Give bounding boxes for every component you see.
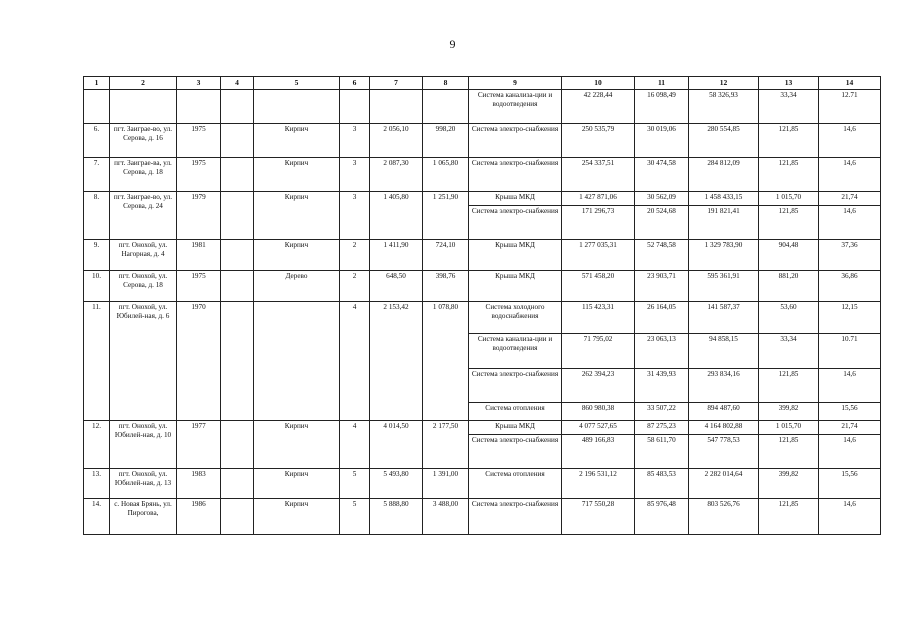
wall-material-cell [254,302,340,421]
col4-cell [221,240,254,271]
column-header-cell: 14 [819,77,881,90]
cost-cell: 2 196 531,12 [562,469,635,499]
col14-cell: 14,6 [819,206,881,240]
address-cell: пгт. Онохой, ул. Нагорная, д. 4 [110,240,177,271]
cost-cell: 262 394,23 [562,369,635,403]
floors-cell: 5 [340,469,370,499]
col14-cell: 14,6 [819,435,881,469]
total-cost-cell: 547 778,53 [689,435,759,469]
work-type-cell: Система холодного водоснабжения [469,302,562,334]
unit-cost-cell: 1 015,70 [759,192,819,206]
table-row [84,240,881,271]
living-area-cell: 2 177,50 [423,421,469,469]
total-cost-cell: 1 329 783,90 [689,240,759,271]
col11-cell: 58 611,70 [635,435,689,469]
col14-cell: 36,86 [819,271,881,302]
cost-cell: 4 077 527,65 [562,421,635,435]
row-number-cell: 6. [84,124,110,158]
column-header-cell: 6 [340,77,370,90]
wall-material-cell: Кирпич [254,192,340,240]
row-number-cell: 10. [84,271,110,302]
unit-cost-cell: 53,60 [759,302,819,334]
work-type-cell: Крыша МКД [469,192,562,206]
col14-cell: 14,6 [819,124,881,158]
unit-cost-cell: 121,85 [759,499,819,535]
cost-cell: 71 795,02 [562,334,635,369]
wall-material-cell [254,90,340,124]
wall-material-cell: Кирпич [254,158,340,192]
col11-cell: 20 524,68 [635,206,689,240]
total-cost-cell: 280 554,85 [689,124,759,158]
unit-cost-cell: 399,82 [759,469,819,499]
total-cost-cell: 94 858,15 [689,334,759,369]
wall-material-cell: Кирпич [254,499,340,535]
total-cost-cell: 141 587,37 [689,302,759,334]
page-number: 9 [449,37,456,51]
col11-cell: 85 976,48 [635,499,689,535]
total-area-cell: 1 405,80 [370,192,423,240]
column-header-cell: 2 [110,77,177,90]
col11-cell: 30 474,58 [635,158,689,192]
work-type-cell: Система отопления [469,403,562,421]
wall-material-cell: Дерево [254,271,340,302]
living-area-cell [423,90,469,124]
total-cost-cell: 2 282 014,64 [689,469,759,499]
work-type-cell: Система электро-снабжения [469,124,562,158]
year-cell: 1979 [177,192,221,240]
floors-cell: 5 [340,499,370,535]
total-area-cell [370,90,423,124]
col4-cell [221,271,254,302]
cost-cell: 571 458,20 [562,271,635,302]
col11-cell: 30 562,09 [635,192,689,206]
cost-cell: 860 980,38 [562,403,635,421]
column-header-cell: 11 [635,77,689,90]
floors-cell: 2 [340,240,370,271]
living-area-cell: 398,76 [423,271,469,302]
col11-cell: 31 439,93 [635,369,689,403]
floors-cell [340,90,370,124]
column-header-cell: 12 [689,77,759,90]
year-cell: 1975 [177,124,221,158]
wall-material-cell: Кирпич [254,469,340,499]
work-type-cell: Система канализа-ции и водоотведения [469,90,562,124]
living-area-cell: 998,20 [423,124,469,158]
row-number-cell: 8. [84,192,110,240]
row-number-cell: 7. [84,158,110,192]
work-type-cell: Крыша МКД [469,240,562,271]
col11-cell: 87 275,23 [635,421,689,435]
col14-cell: 15,56 [819,403,881,421]
col4-cell [221,421,254,469]
col11-cell: 23 903,71 [635,271,689,302]
work-type-cell: Система электро-снабжения [469,499,562,535]
table-row [84,192,881,206]
unit-cost-cell: 33,34 [759,334,819,369]
column-header-cell: 9 [469,77,562,90]
cost-cell: 171 296,73 [562,206,635,240]
work-type-cell: Система отопления [469,469,562,499]
table-row [84,158,881,192]
row-number-cell: 13. [84,469,110,499]
living-area-cell: 1 065,80 [423,158,469,192]
col11-cell: 85 483,53 [635,469,689,499]
total-cost-cell: 1 458 433,15 [689,192,759,206]
cost-cell: 115 423,31 [562,302,635,334]
row-number-cell: 12. [84,421,110,469]
total-area-cell: 2 056,10 [370,124,423,158]
column-header-cell: 13 [759,77,819,90]
column-header-cell: 5 [254,77,340,90]
row-number-cell [84,90,110,124]
col4-cell [221,90,254,124]
unit-cost-cell: 904,48 [759,240,819,271]
column-header-cell: 4 [221,77,254,90]
col14-cell: 14,6 [819,158,881,192]
col11-cell: 23 063,13 [635,334,689,369]
living-area-cell: 1 078,80 [423,302,469,421]
column-header-cell: 10 [562,77,635,90]
col4-cell [221,499,254,535]
year-cell: 1970 [177,302,221,421]
total-cost-cell: 4 164 802,88 [689,421,759,435]
year-cell: 1983 [177,469,221,499]
total-area-cell: 2 153,42 [370,302,423,421]
address-cell: пгт. Онохой, ул. Юбилей-ная, д. 10 [110,421,177,469]
floors-cell: 4 [340,421,370,469]
cost-cell: 489 166,83 [562,435,635,469]
floors-cell: 3 [340,192,370,240]
unit-cost-cell: 33,34 [759,90,819,124]
work-type-cell: Система канализа-ции и водоотведения [469,334,562,369]
address-cell: пгт. Заиграе-во, ул. Серова, д. 24 [110,192,177,240]
row-number-cell: 14. [84,499,110,535]
column-header-cell: 7 [370,77,423,90]
address-cell [110,90,177,124]
row-number-cell: 11. [84,302,110,421]
col4-cell [221,124,254,158]
total-area-cell: 4 014,50 [370,421,423,469]
total-cost-cell: 894 487,60 [689,403,759,421]
total-cost-cell: 191 821,41 [689,206,759,240]
total-area-cell: 1 411,90 [370,240,423,271]
cost-cell: 254 337,51 [562,158,635,192]
cost-cell: 1 427 871,06 [562,192,635,206]
col4-cell [221,469,254,499]
unit-cost-cell: 881,20 [759,271,819,302]
total-cost-cell: 284 812,09 [689,158,759,192]
col14-cell: 14,6 [819,369,881,403]
wall-material-cell: Кирпич [254,421,340,469]
total-cost-cell: 58 326,93 [689,90,759,124]
address-cell: с. Новая Брянь, ул. Пирогова, [110,499,177,535]
living-area-cell: 1 391,00 [423,469,469,499]
column-header-cell: 8 [423,77,469,90]
col4-cell [221,192,254,240]
work-type-cell: Система электро-снабжения [469,435,562,469]
address-cell: пгт. Онохой, ул. Серова, д. 18 [110,271,177,302]
year-cell: 1981 [177,240,221,271]
col11-cell: 33 507,22 [635,403,689,421]
total-area-cell: 648,50 [370,271,423,302]
year-cell: 1977 [177,421,221,469]
cost-cell: 42 228,44 [562,90,635,124]
col14-cell: 21,74 [819,192,881,206]
col14-cell: 12.71 [819,90,881,124]
row-number-cell: 9. [84,240,110,271]
col11-cell: 26 164,05 [635,302,689,334]
floors-cell: 3 [340,158,370,192]
unit-cost-cell: 1 015,70 [759,421,819,435]
column-header-cell: 3 [177,77,221,90]
col14-cell: 12,15 [819,302,881,334]
work-type-cell: Система электро-снабжения [469,369,562,403]
floors-cell: 2 [340,271,370,302]
col14-cell: 21,74 [819,421,881,435]
col4-cell [221,302,254,421]
living-area-cell: 1 251,90 [423,192,469,240]
col11-cell: 30 019,06 [635,124,689,158]
year-cell: 1975 [177,158,221,192]
table-row [84,499,881,535]
table-row [84,90,881,124]
cost-cell: 250 535,79 [562,124,635,158]
col11-cell: 52 748,58 [635,240,689,271]
unit-cost-cell: 121,85 [759,124,819,158]
col14-cell: 10.71 [819,334,881,369]
total-area-cell: 5 888,80 [370,499,423,535]
table-row [84,421,881,435]
unit-cost-cell: 121,85 [759,206,819,240]
unit-cost-cell: 121,85 [759,158,819,192]
address-cell: пгт. Онохой, ул. Юбилей-ная, д. 13 [110,469,177,499]
wall-material-cell: Кирпич [254,124,340,158]
total-area-cell: 2 087,30 [370,158,423,192]
address-cell: пгт. Заиграе-ва, ул. Серова, д. 18 [110,158,177,192]
table-row [84,302,881,334]
col11-cell: 16 098,49 [635,90,689,124]
unit-cost-cell: 399,82 [759,403,819,421]
col14-cell: 37,36 [819,240,881,271]
living-area-cell: 724,10 [423,240,469,271]
cost-cell: 1 277 035,31 [562,240,635,271]
table-row [84,469,881,499]
wall-material-cell: Кирпич [254,240,340,271]
table-row [84,271,881,302]
work-type-cell: Система электро-снабжения [469,206,562,240]
floors-cell: 3 [340,124,370,158]
year-cell: 1986 [177,499,221,535]
year-cell: 1975 [177,271,221,302]
work-type-cell: Крыша МКД [469,271,562,302]
repair-schedule-table [83,76,881,535]
cost-cell: 717 550,28 [562,499,635,535]
year-cell [177,90,221,124]
col14-cell: 15,56 [819,469,881,499]
unit-cost-cell: 121,85 [759,435,819,469]
table-row [84,124,881,158]
total-area-cell: 5 493,80 [370,469,423,499]
living-area-cell: 3 488,00 [423,499,469,535]
total-cost-cell: 803 526,76 [689,499,759,535]
total-cost-cell: 293 834,16 [689,369,759,403]
work-type-cell: Крыша МКД [469,421,562,435]
address-cell: пгт. Онохой, ул. Юбилей-ная, д. 6 [110,302,177,421]
column-number-header-row [84,77,881,90]
col4-cell [221,158,254,192]
column-header-cell: 1 [84,77,110,90]
col14-cell: 14,6 [819,499,881,535]
floors-cell: 4 [340,302,370,421]
total-cost-cell: 595 361,91 [689,271,759,302]
work-type-cell: Система электро-снабжения [469,158,562,192]
unit-cost-cell: 121,85 [759,369,819,403]
address-cell: пгт. Заиграе-во, ул. Серова, д. 16 [110,124,177,158]
table-body [84,77,881,535]
